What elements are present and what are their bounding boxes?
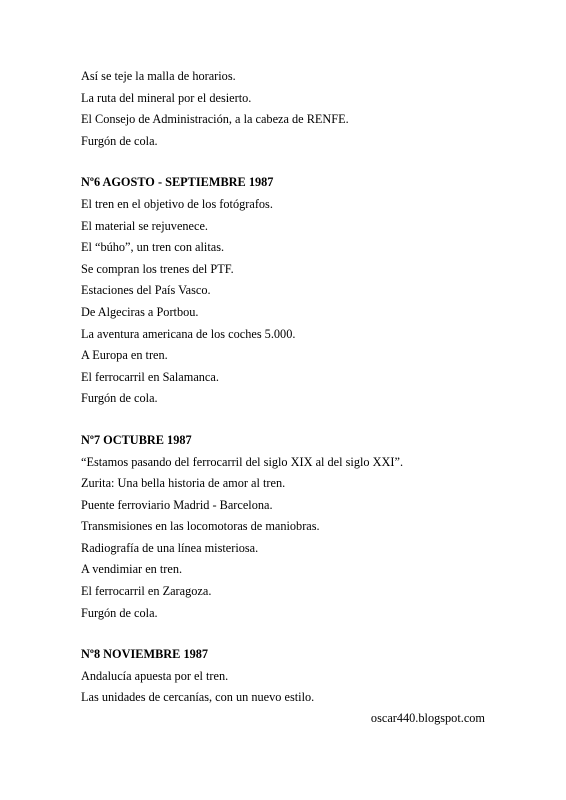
list-item: La ruta del mineral por el desierto. <box>81 90 252 105</box>
section-heading: Nº7 OCTUBRE 1987 <box>81 432 192 447</box>
list-item: Andalucía apuesta por el tren. <box>81 668 229 683</box>
section-issue-7 <box>81 430 521 624</box>
list-item: De Algeciras a Portbou. <box>81 304 199 319</box>
list-item: El tren en el objetivo de los fotógrafos. <box>81 196 273 211</box>
list-item: Estaciones del País Vasco. <box>81 283 211 298</box>
list-item: Zurita: Una bella historia de amor al tren. <box>81 476 286 491</box>
list-item: Las unidades de cercanías, con un nuevo estilo. <box>81 690 315 705</box>
list-item: El Consejo de Administración, a la cabeza de RENFE. <box>81 112 349 127</box>
list-item: El “búho”, un tren con alitas. <box>81 240 225 255</box>
list-item: Furgón de cola. <box>81 391 158 406</box>
section-heading: Nº6 AGOSTO - SEPTIEMBRE 1987 <box>81 175 274 190</box>
section-gap <box>81 152 521 172</box>
list-item: El ferrocarril en Zaragoza. <box>81 584 212 599</box>
list-item: Así se teje la malla de horarios. <box>81 69 236 83</box>
document-content <box>81 66 521 709</box>
list-item: Puente ferroviario Madrid - Barcelona. <box>81 497 273 512</box>
list-item: El ferrocarril en Salamanca. <box>81 369 219 384</box>
section-issue-6 <box>81 172 521 410</box>
section-heading: Nº8 NOVIEMBRE 1987 <box>81 647 209 662</box>
list-item: Furgón de cola. <box>81 133 158 148</box>
list-item: A Europa en tren. <box>81 348 168 363</box>
section-issue-8 <box>81 644 521 709</box>
list-item: Transmisiones en las locomotoras de maniobras. <box>81 519 320 534</box>
list-item: Radiografía de una línea misteriosa. <box>81 540 259 555</box>
list-item: Se compran los trenes del PTF. <box>81 261 234 276</box>
list-item: La aventura americana de los coches 5.000. <box>81 326 296 341</box>
section-continuation <box>81 66 521 152</box>
list-item: “Estamos pasando del ferrocarril del siglo XIX al del siglo XXI”. <box>81 454 404 469</box>
section-gap <box>81 410 521 430</box>
list-item: El material se rejuvenece. <box>81 218 208 233</box>
footer-blog-url: oscar440.blogspot.com <box>370 711 485 725</box>
list-item: Furgón de cola. <box>81 605 158 620</box>
section-gap <box>81 624 521 644</box>
list-item: A vendimiar en tren. <box>81 562 183 577</box>
